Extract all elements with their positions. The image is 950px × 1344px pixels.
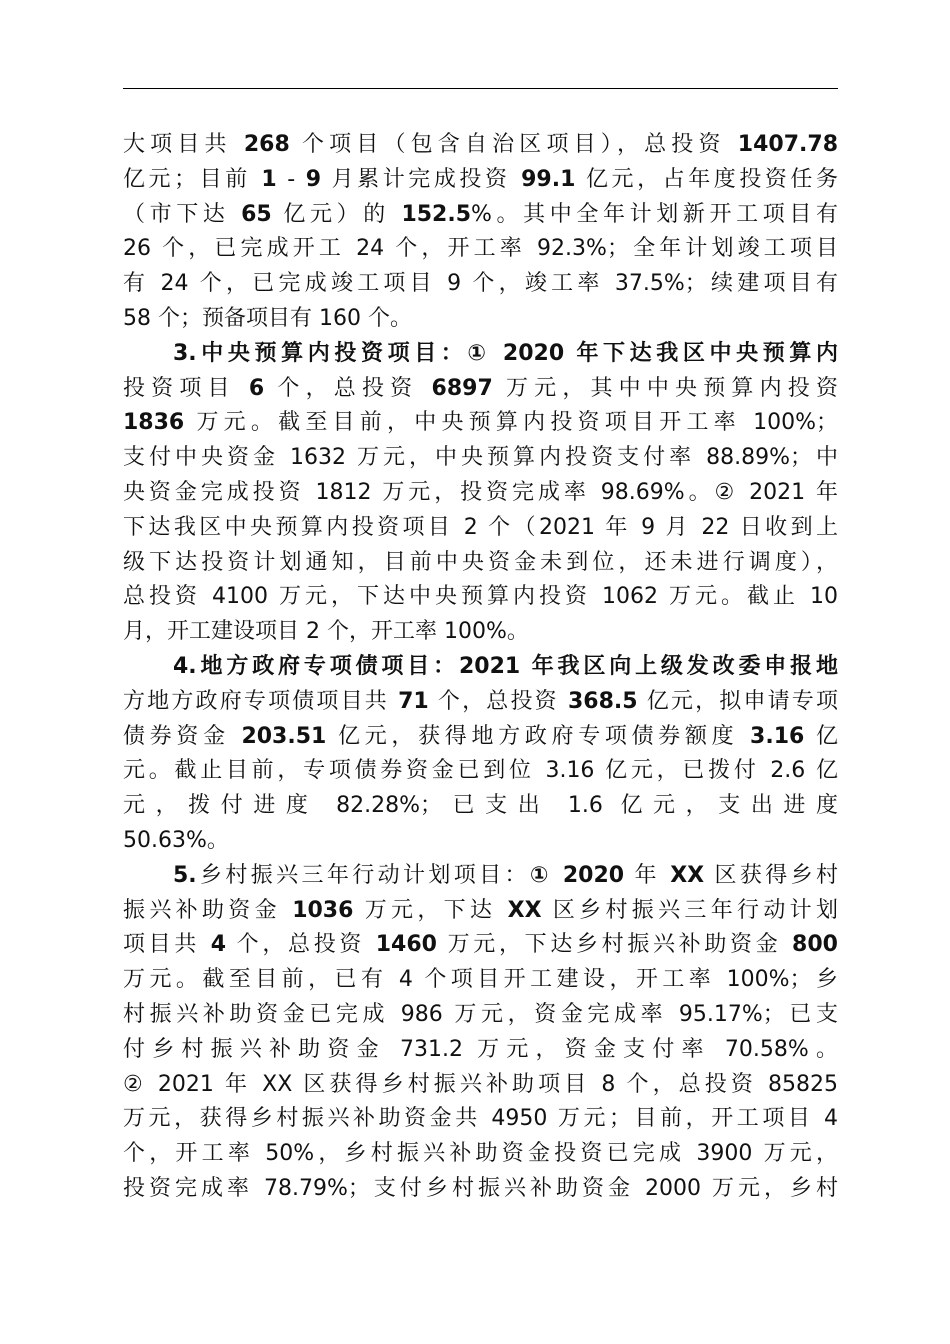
text-line: [123, 476, 838, 511]
bold-text-run: 6: [248, 375, 265, 401]
text-line: [123, 824, 838, 859]
text-line: [123, 754, 838, 789]
text-run: 万元，获得乡村振兴补助资金共 4950 万元；目前，开工项目 4: [123, 1106, 838, 1132]
text-run: %。其中全年计划新开工项目有: [471, 201, 838, 227]
bold-text-run: 99.1: [521, 166, 576, 192]
text-line: [123, 198, 838, 233]
bold-text-run: 年我区向上级发改委申报地: [520, 653, 838, 679]
text-run: 总投资 4100 万元，下达中央预算内投资 1062 万元。截止 10: [123, 584, 838, 610]
bold-text-run: 1407.78: [737, 132, 838, 157]
text-run: 支付中央资金 1632 万元，中央预算内投资支付率 88.89%；中: [123, 445, 838, 471]
text-run: 万元，下达: [353, 897, 508, 923]
bold-text-run: 9: [305, 166, 322, 192]
text-line: [123, 302, 838, 337]
text-run: 万元，其中中央预算内投资: [492, 375, 838, 401]
text-run: 个项目（包含自治区项目），总投资: [289, 132, 738, 157]
text-run: 元，拨付进度 82.28%；已支出 1.6 亿元，支出进度: [123, 793, 838, 819]
text-run: 付乡村振兴补助资金 731.2 万元，资金支付率 70.58%。: [123, 1036, 838, 1062]
text-run: 50.63%。: [123, 827, 229, 853]
text-line: [123, 372, 838, 407]
text-run: 月，开工建设项目 2 个，开工率 100%。: [123, 619, 529, 645]
text-line: [123, 1033, 838, 1068]
text-run: 个，总投资: [428, 688, 568, 714]
text-run: 项目共: [123, 932, 211, 958]
text-line: [123, 789, 838, 824]
text-run: 央资金完成投资 1812 万元，投资完成率 98.69%。② 2021 年: [123, 479, 838, 505]
text-line: [123, 1068, 838, 1103]
text-line: [123, 998, 838, 1033]
bold-text-run: 6897: [431, 375, 493, 401]
text-line: [123, 441, 838, 476]
bold-text-run: 4: [210, 932, 227, 958]
text-run: 亿: [804, 723, 838, 749]
text-line: [123, 859, 838, 894]
text-run: 亿元；目前: [123, 166, 262, 192]
text-run: 万元。截至目前，已有 4 个项目开工建设，开工率 100%；乡: [123, 967, 838, 993]
text-run: 亿元，获得地方政府专项债券额度: [326, 723, 751, 749]
text-run: 亿元，拟申请专项: [637, 688, 838, 714]
text-line: [123, 720, 838, 755]
text-run: 亿元，占年度投资任务: [575, 166, 838, 192]
text-line: [123, 546, 838, 581]
text-line: [123, 163, 838, 198]
text-run: 元。截止目前，专项债券资金已到位 3.16 亿元，已拨付 2.6 亿: [123, 758, 838, 784]
text-run: 下达我区中央预算内投资项目 2 个（2021 年 9 月 22 日收到上: [123, 514, 838, 540]
text-run: 月累计完成投资: [321, 166, 522, 192]
text-run: 个，开工率 50%，乡村振兴补助资金投资已完成 3900 万元，: [123, 1141, 838, 1167]
bold-text-run: 地方政府专项债项目：: [196, 653, 459, 679]
text-line: [123, 232, 838, 267]
body-text: [123, 128, 838, 1207]
text-run: 个，总投资: [226, 932, 376, 958]
bold-text-run: 4.: [173, 653, 197, 679]
text-line: [123, 685, 838, 720]
bold-text-run: 1460: [375, 932, 437, 958]
text-line: [123, 1137, 838, 1172]
bold-text-run: XX: [670, 862, 705, 888]
text-run: 投资完成率 78.79%；支付乡村振兴补助资金 2000 万元，乡村: [123, 1175, 838, 1201]
text-line: [123, 406, 838, 441]
text-run: 振兴补助资金: [123, 897, 293, 923]
bold-text-run: XX: [507, 897, 542, 923]
text-line: [123, 337, 838, 372]
bold-text-run: ① 2020: [529, 862, 625, 888]
text-line: [123, 650, 838, 685]
text-line: [123, 267, 838, 302]
bold-text-run: 65: [241, 201, 272, 227]
bold-text-run: 268: [243, 132, 290, 157]
bold-text-run: 2021: [458, 653, 521, 679]
bold-text-run: 152.5: [401, 201, 472, 227]
bold-text-run: 800: [792, 932, 838, 958]
text-line: [123, 128, 838, 163]
text-run: 乡村振兴三年行动计划项目：: [196, 862, 530, 888]
text-run: （市下达: [123, 201, 242, 227]
text-run: 年: [624, 862, 671, 888]
text-run: 投资项目: [123, 375, 249, 401]
text-run: -: [276, 166, 306, 192]
text-line: [123, 963, 838, 998]
text-line: [123, 580, 838, 615]
text-line: [123, 511, 838, 546]
text-run: 个，总投资: [264, 375, 432, 401]
text-run: 26 个，已完成开工 24 个，开工率 92.3%；全年计划竣工项目: [123, 236, 838, 262]
text-run: 方地方政府专项债项目共: [123, 688, 399, 714]
text-run: 债券资金: [123, 723, 242, 749]
text-line: [123, 615, 838, 650]
bold-text-run: 368.5: [567, 688, 638, 714]
bold-text-run: 5.: [173, 862, 197, 888]
text-run: 万元。截至目前，中央预算内投资项目开工率 100%；: [184, 410, 838, 436]
text-run: 亿元）的: [271, 201, 402, 227]
bold-text-run: 1836: [123, 410, 185, 436]
text-line: [123, 894, 838, 929]
text-line: [123, 928, 838, 963]
bold-text-run: 1036: [292, 897, 354, 923]
text-run: 村振兴补助资金已完成 986 万元，资金完成率 95.17%；已支: [123, 1001, 838, 1027]
text-run: 58 个；预备项目有 160 个。: [123, 305, 412, 331]
text-run: ② 2021 年 XX 区获得乡村振兴补助项目 8 个，总投资 85825: [123, 1071, 838, 1097]
text-line: [123, 1102, 838, 1137]
text-run: 级下达投资计划通知，目前中央资金未到位，还未进行调度），: [123, 549, 838, 575]
header-rule: [123, 88, 838, 89]
bold-text-run: 71: [398, 688, 429, 714]
bold-text-run: 年下达我区中央预算内: [564, 340, 838, 366]
text-run: 大项目共: [123, 132, 244, 157]
text-run: 区乡村振兴三年行动计划: [541, 897, 838, 923]
text-run: 有 24 个，已完成竣工项目 9 个，竣工率 37.5%；续建项目有: [123, 271, 838, 297]
text-run: 万元，下达乡村振兴补助资金: [436, 932, 793, 958]
bold-text-run: 中央预算内投资项目：: [196, 340, 468, 366]
text-line: [123, 1172, 838, 1207]
bold-text-run: 203.51: [241, 723, 327, 749]
bold-text-run: 1: [261, 166, 277, 192]
bold-text-run: ① 2020: [467, 340, 565, 366]
bold-text-run: 3.16: [750, 723, 805, 749]
text-run: 区获得乡村: [704, 862, 838, 888]
bold-text-run: 3.: [173, 340, 197, 366]
